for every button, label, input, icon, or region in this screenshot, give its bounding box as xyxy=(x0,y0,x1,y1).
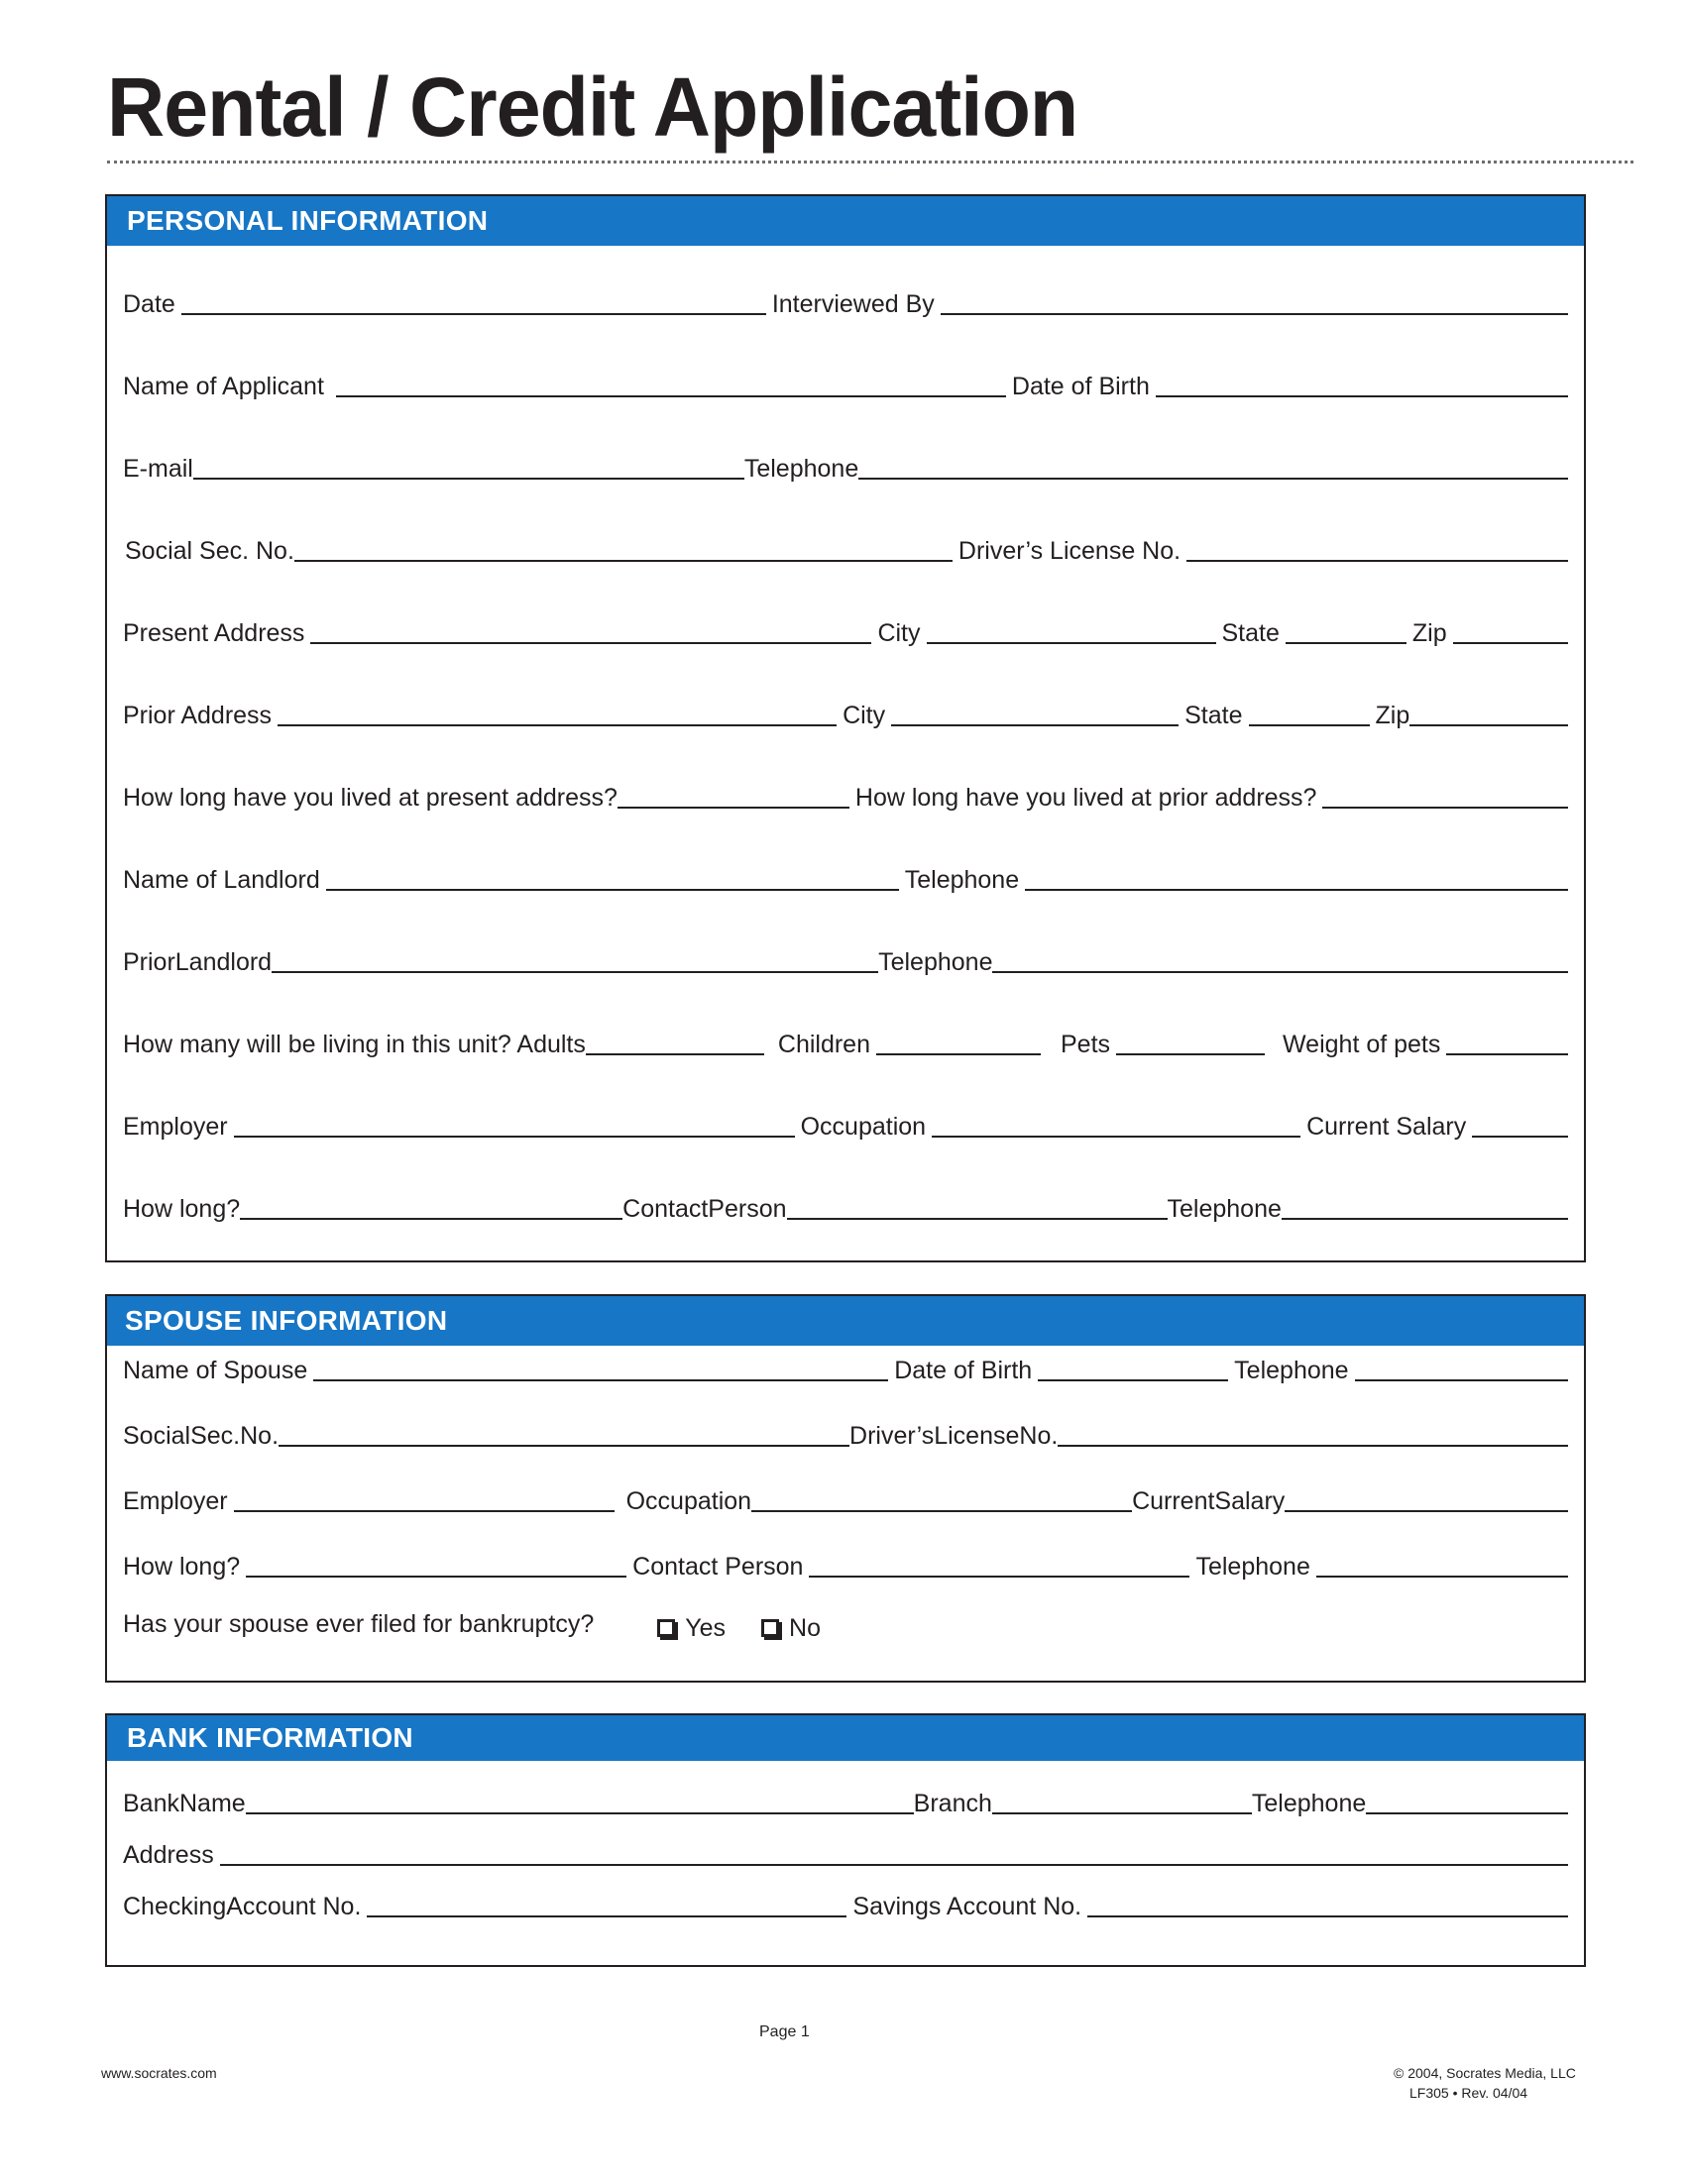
present-duration-field[interactable] xyxy=(618,807,849,809)
pets-field[interactable] xyxy=(1116,1053,1265,1055)
present-zip-field[interactable] xyxy=(1453,642,1568,644)
interviewed-by-field[interactable] xyxy=(941,313,1568,315)
personal-row-present-address xyxy=(123,610,1568,650)
current-salary-field[interactable] xyxy=(1472,1136,1568,1138)
prior-address-label: Prior Address xyxy=(123,702,273,729)
bank-row-name xyxy=(123,1781,1568,1820)
prior-address-field[interactable] xyxy=(278,724,837,726)
savings-account-field[interactable] xyxy=(1087,1915,1568,1917)
checking-account-label: CheckingAccount No. xyxy=(123,1893,362,1920)
spouse-drivers-license-label: Driver’sLicenseNo. xyxy=(849,1422,1059,1450)
page-number: Page 1 xyxy=(759,2023,810,2040)
spouse-contact-telephone-label: Telephone xyxy=(1195,1553,1310,1581)
spouse-occupation-label: Occupation xyxy=(625,1487,752,1515)
bankruptcy-question: Has your spouse ever filed for bankruptcy? xyxy=(123,1610,595,1638)
employer-telephone-label: Telephone xyxy=(1167,1195,1282,1223)
present-state-field[interactable] xyxy=(1286,642,1407,644)
personal-row-ids xyxy=(123,528,1568,568)
personal-row-contact xyxy=(123,446,1568,486)
bank-name-field[interactable] xyxy=(246,1812,914,1814)
prior-landlord-field[interactable] xyxy=(272,971,878,973)
applicant-name-field[interactable] xyxy=(336,395,1006,397)
email-field[interactable] xyxy=(193,478,744,480)
branch-label: Branch xyxy=(913,1790,992,1817)
adults-field[interactable] xyxy=(586,1053,764,1055)
spouse-employer-label: Employer xyxy=(123,1487,228,1515)
spouse-occupation-field[interactable] xyxy=(751,1510,1132,1512)
children-label: Children xyxy=(777,1031,870,1058)
date-of-birth-label: Date of Birth xyxy=(1011,373,1150,400)
spouse-telephone-field[interactable] xyxy=(1355,1379,1568,1381)
landlord-name-label: Name of Landlord xyxy=(123,866,320,894)
landlord-telephone-field[interactable] xyxy=(1025,889,1568,891)
bank-name-label: BankName xyxy=(123,1790,246,1817)
prior-state-label: State xyxy=(1184,702,1243,729)
present-city-field[interactable] xyxy=(927,642,1216,644)
bank-information-section xyxy=(105,1713,1586,1967)
spouse-name-label: Name of Spouse xyxy=(123,1357,308,1384)
form-id: LF305 • Rev. 04/04 xyxy=(1409,2085,1528,2101)
bank-address-field[interactable] xyxy=(220,1864,1568,1866)
spouse-contact-person-field[interactable] xyxy=(809,1576,1189,1578)
telephone-label: Telephone xyxy=(743,455,859,483)
landlord-telephone-label: Telephone xyxy=(904,866,1020,894)
spouse-row-name xyxy=(123,1348,1568,1387)
occupation-label: Occupation xyxy=(800,1113,927,1141)
prior-landlord-telephone-label: Telephone xyxy=(878,948,993,976)
spouse-ssn-field[interactable] xyxy=(279,1445,849,1447)
prior-zip-field[interactable] xyxy=(1409,724,1568,726)
spouse-salary-label: CurrentSalary xyxy=(1132,1487,1286,1515)
prior-city-field[interactable] xyxy=(891,724,1179,726)
email-label: E-mail xyxy=(123,455,193,483)
spouse-salary-field[interactable] xyxy=(1285,1510,1568,1512)
prior-duration-field[interactable] xyxy=(1322,807,1568,809)
bank-section-header: BANK INFORMATION xyxy=(107,1715,1584,1761)
spouse-drivers-license-field[interactable] xyxy=(1058,1445,1568,1447)
drivers-license-field[interactable] xyxy=(1186,560,1568,562)
prior-landlord-telephone-field[interactable] xyxy=(992,971,1568,973)
personal-row-date xyxy=(123,281,1568,321)
present-city-label: City xyxy=(877,619,921,647)
landlord-name-field[interactable] xyxy=(326,889,899,891)
spouse-name-field[interactable] xyxy=(313,1379,888,1381)
spouse-employment-duration-field[interactable] xyxy=(246,1576,626,1578)
prior-zip-label: Zip xyxy=(1375,702,1410,729)
spouse-dob-label: Date of Birth xyxy=(894,1357,1033,1384)
website-link: www.socrates.com xyxy=(101,2065,217,2081)
spouse-row-employer xyxy=(123,1478,1568,1518)
spouse-dob-field[interactable] xyxy=(1038,1379,1228,1381)
prior-landlord-label: PriorLandlord xyxy=(123,948,273,976)
checking-account-field[interactable] xyxy=(367,1915,846,1917)
spouse-employer-field[interactable] xyxy=(234,1510,615,1512)
personal-row-occupants xyxy=(123,1022,1568,1061)
ssn-label: Social Sec. No. xyxy=(125,537,294,565)
pets-label: Pets xyxy=(1061,1031,1111,1058)
personal-section-header: PERSONAL INFORMATION xyxy=(107,196,1584,246)
spouse-contact-telephone-field[interactable] xyxy=(1316,1576,1568,1578)
spouse-section-header: SPOUSE INFORMATION xyxy=(107,1296,1584,1346)
bank-address-label: Address xyxy=(123,1841,214,1869)
yes-label: Yes xyxy=(685,1614,727,1642)
spouse-employment-duration-label: How long? xyxy=(123,1553,241,1581)
interviewed-by-label: Interviewed By xyxy=(771,290,935,318)
date-field[interactable] xyxy=(181,313,766,315)
branch-field[interactable] xyxy=(992,1812,1252,1814)
occupation-field[interactable] xyxy=(932,1136,1300,1138)
employer-telephone-field[interactable] xyxy=(1282,1218,1568,1220)
current-salary-label: Current Salary xyxy=(1306,1113,1467,1141)
spouse-information-section xyxy=(105,1294,1586,1683)
bankruptcy-no-option[interactable] xyxy=(761,1613,821,1645)
spouse-row-ids xyxy=(123,1413,1568,1453)
spouse-contact-person-label: Contact Person xyxy=(632,1553,804,1581)
spouse-ssn-label: SocialSec.No. xyxy=(123,1422,280,1450)
no-checkbox[interactable] xyxy=(761,1619,779,1637)
employment-duration-field[interactable] xyxy=(240,1218,622,1220)
contact-person-label: ContactPerson xyxy=(622,1195,787,1223)
personal-row-employer xyxy=(123,1104,1568,1144)
adults-label: How many will be living in this unit? Adults xyxy=(123,1031,586,1058)
bank-telephone-field[interactable] xyxy=(1366,1812,1568,1814)
prior-duration-label: How long have you lived at prior address? xyxy=(854,784,1317,812)
pet-weight-field[interactable] xyxy=(1446,1053,1568,1055)
contact-person-field[interactable] xyxy=(787,1218,1168,1220)
spouse-row-bankruptcy xyxy=(123,1605,1568,1645)
yes-checkbox[interactable] xyxy=(657,1619,675,1637)
personal-row-duration xyxy=(123,775,1568,815)
savings-account-label: Savings Account No. xyxy=(852,1893,1082,1920)
copyright-notice: © 2004, Socrates Media, LLC xyxy=(1394,2065,1576,2081)
personal-row-name xyxy=(123,364,1568,403)
page-title: Rental / Credit Application xyxy=(107,60,1078,154)
personal-row-landlord xyxy=(123,857,1568,897)
spouse-telephone-label: Telephone xyxy=(1234,1357,1349,1384)
date-of-birth-field[interactable] xyxy=(1156,395,1568,397)
employer-field[interactable] xyxy=(234,1136,795,1138)
prior-state-field[interactable] xyxy=(1249,724,1370,726)
personal-row-prior-landlord xyxy=(123,939,1568,979)
bank-row-address xyxy=(123,1832,1568,1872)
bankruptcy-yes-option[interactable] xyxy=(657,1613,726,1645)
ssn-field[interactable] xyxy=(294,560,953,562)
present-duration-label: How long have you lived at present address? xyxy=(123,784,618,812)
employer-label: Employer xyxy=(123,1113,228,1141)
present-zip-label: Zip xyxy=(1411,619,1447,647)
present-address-field[interactable] xyxy=(310,642,871,644)
applicant-name-label: Name of Applicant xyxy=(123,373,324,400)
personal-row-employment-contact xyxy=(123,1186,1568,1226)
title-divider xyxy=(107,161,1633,164)
prior-city-label: City xyxy=(843,702,886,729)
pet-weight-label: Weight of pets xyxy=(1283,1031,1441,1058)
present-state-label: State xyxy=(1221,619,1280,647)
no-label: No xyxy=(789,1614,822,1642)
bank-telephone-label: Telephone xyxy=(1251,1790,1367,1817)
spouse-row-employment-contact xyxy=(123,1544,1568,1583)
personal-information-section xyxy=(105,194,1586,1262)
personal-row-prior-address xyxy=(123,693,1568,732)
children-field[interactable] xyxy=(876,1053,1041,1055)
date-label: Date xyxy=(123,290,175,318)
bank-row-accounts xyxy=(123,1884,1568,1923)
telephone-field[interactable] xyxy=(858,478,1568,480)
employment-duration-label: How long? xyxy=(123,1195,241,1223)
present-address-label: Present Address xyxy=(123,619,305,647)
drivers-license-label: Driver’s License No. xyxy=(957,537,1182,565)
